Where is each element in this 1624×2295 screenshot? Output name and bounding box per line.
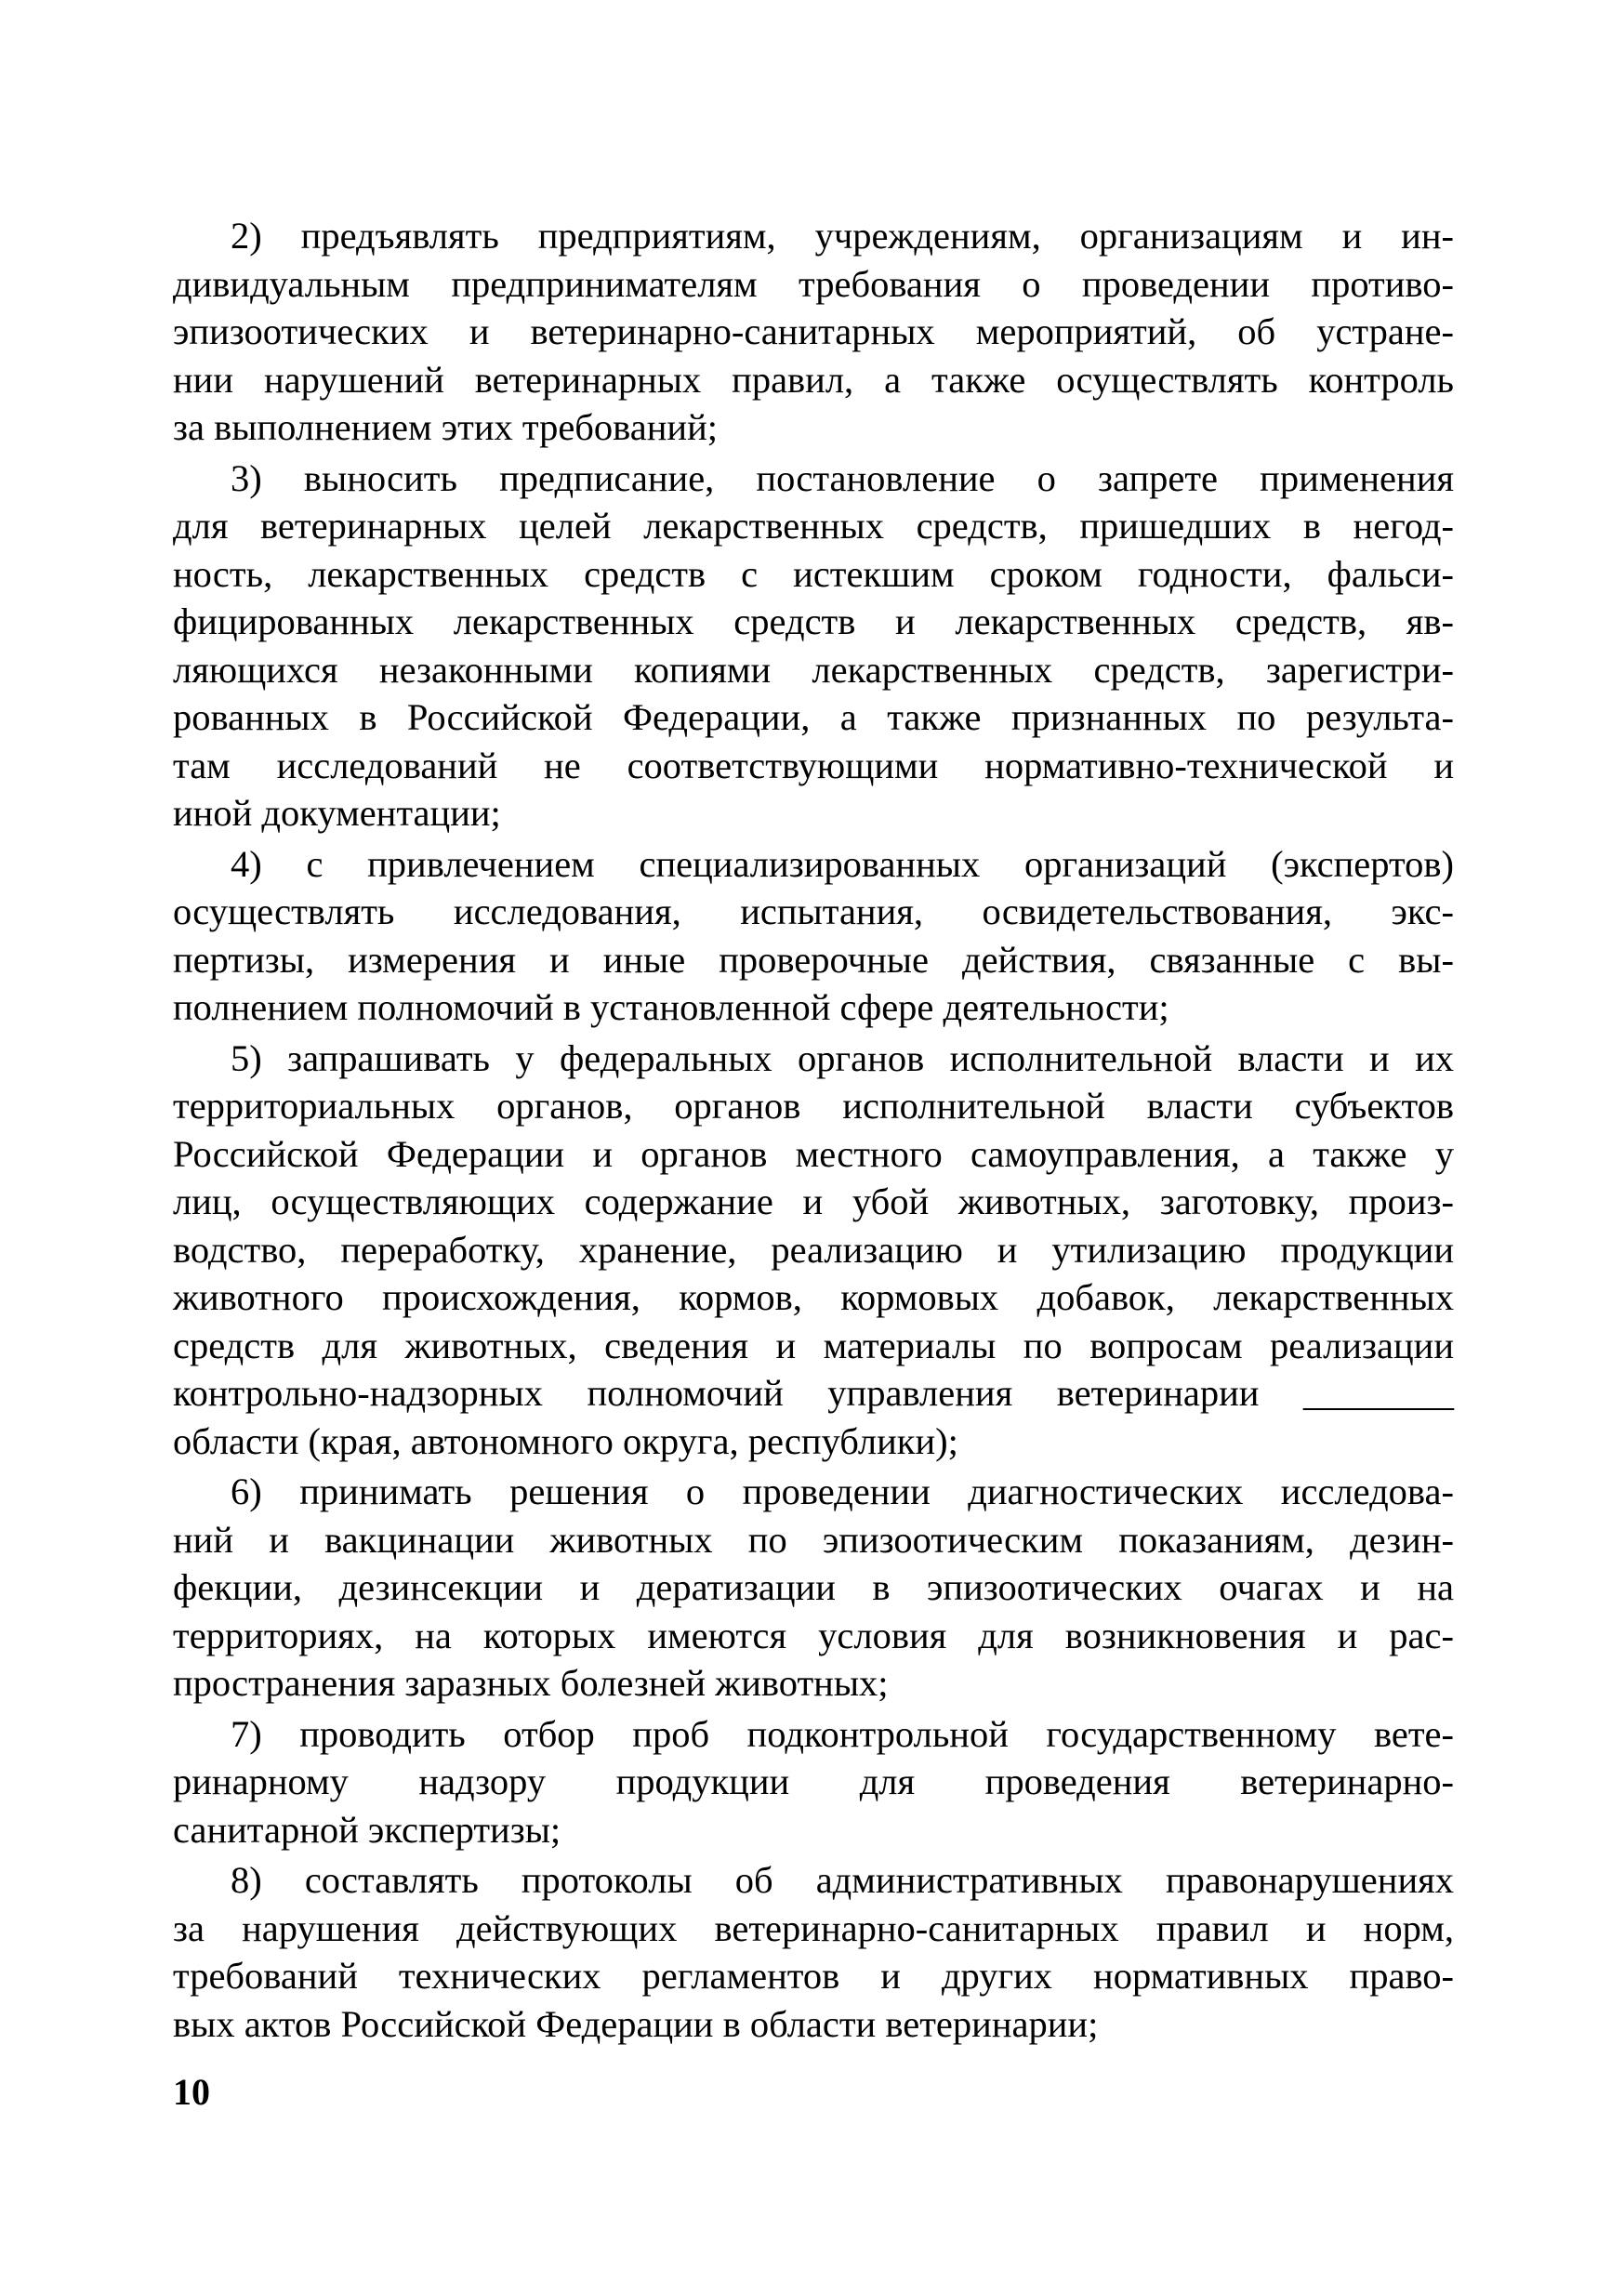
- paragraph: [173, 1710, 1454, 1854]
- text-line: требований технических регламентов и других нормативных право-: [173, 1955, 1454, 1997]
- text-line: Российской Федерации и органов местного самоуправления, а также у: [173, 1132, 1454, 1175]
- text-line: 8) составлять протоколы об административных правонарушениях: [231, 1859, 1454, 1901]
- body-text: [173, 212, 1454, 2051]
- text-line: 2) предъявлять предприятиям, учреждениям, организациям и ин-: [231, 215, 1454, 257]
- text-line: ляющихся незаконными копиями лекарственных средств, зарегистри-: [173, 648, 1454, 691]
- paragraph: [173, 1035, 1454, 1466]
- paragraph: [173, 455, 1454, 838]
- text-line: лиц, осуществляющих содержание и убой животных, заготовку, произ-: [173, 1180, 1454, 1222]
- text-line: для ветеринарных целей лекарственных средств, пришедших в негод-: [173, 505, 1454, 547]
- text-line: ний и вакцинации животных по эпизоотическим показаниям, дезин-: [173, 1518, 1454, 1561]
- text-line: рованных в Российской Федерации, а также признанных по результа-: [173, 696, 1454, 738]
- text-line: ринарному надзору продукции для проведения ветеринарно-: [173, 1761, 1454, 1802]
- text-line: пертизы, измерения и иные проверочные действия, связанные с вы-: [173, 938, 1454, 981]
- text-line: территориальных органов, органов исполнительной власти субъектов: [173, 1085, 1454, 1127]
- text-line: за нарушения действующих ветеринарно-санитарных правил и норм,: [173, 1906, 1454, 1949]
- text-line: там исследований не соответствующими нормативно-технической и: [173, 744, 1454, 786]
- text-line: контрольно-надзорных полномочий управления ветеринарии ________: [173, 1372, 1454, 1414]
- text-line: иной документации;: [173, 792, 501, 834]
- text-line: осуществлять исследования, испытания, освидетельствования, экс-: [173, 890, 1454, 932]
- text-line: ность, лекарственных средств с истекшим сроком годности, фальси-: [173, 552, 1454, 595]
- text-line: территориях, на которых имеются условия для возникновения и рас-: [173, 1614, 1454, 1656]
- text-line: санитарной экспертизы;: [173, 1808, 561, 1851]
- text-line: полнением полномочий в установленной сфере деятельности;: [173, 986, 1169, 1028]
- text-line: области (края, автономного округа, республики);: [173, 1419, 958, 1462]
- text-line: 5) запрашивать у федеральных органов исполнительной власти и их: [231, 1036, 1454, 1079]
- text-line: 3) выносить предписание, постановление о запрете применения: [231, 456, 1454, 499]
- text-line: пространения заразных болезней животных;: [173, 1662, 889, 1704]
- text-line: 7) проводить отбор проб подконтрольной государственному вете-: [231, 1712, 1454, 1755]
- text-line: животного происхождения, кормов, кормовых добавок, лекарственных: [173, 1276, 1454, 1318]
- text-line: фекции, дезинсекции и дератизации в эпизоотических очагах и на: [173, 1566, 1454, 1608]
- paragraph: [173, 1468, 1454, 1708]
- text-line: фицированных лекарственных средств и лекарственных средств, яв-: [173, 600, 1454, 642]
- text-line: 4) с привлечением специализированных организаций (экспертов): [231, 842, 1454, 885]
- text-line: за выполнением этих требований;: [173, 406, 719, 448]
- text-line: 6) принимать решения о проведении диагностических исследова-: [231, 1471, 1454, 1512]
- paragraph: [173, 1856, 1454, 2048]
- text-line: средств для животных, сведения и материалы по вопросам реализации: [173, 1324, 1454, 1366]
- text-line: нии нарушений ветеринарных правил, а также осуществлять контроль: [173, 358, 1454, 401]
- text-line: дивидуальным предпринимателям требования о проведении противо-: [173, 262, 1454, 305]
- text-line: водство, переработку, хранение, реализацию и утилизацию продукции: [173, 1228, 1454, 1271]
- text-line: вых актов Российской Федерации в области ветеринарии;: [173, 2002, 1099, 2045]
- paragraph: [173, 212, 1454, 452]
- page-number: 10: [173, 2071, 210, 2113]
- text-line: эпизоотических и ветеринарно-санитарных мероприятий, об устране-: [173, 310, 1454, 352]
- paragraph: [173, 840, 1454, 1032]
